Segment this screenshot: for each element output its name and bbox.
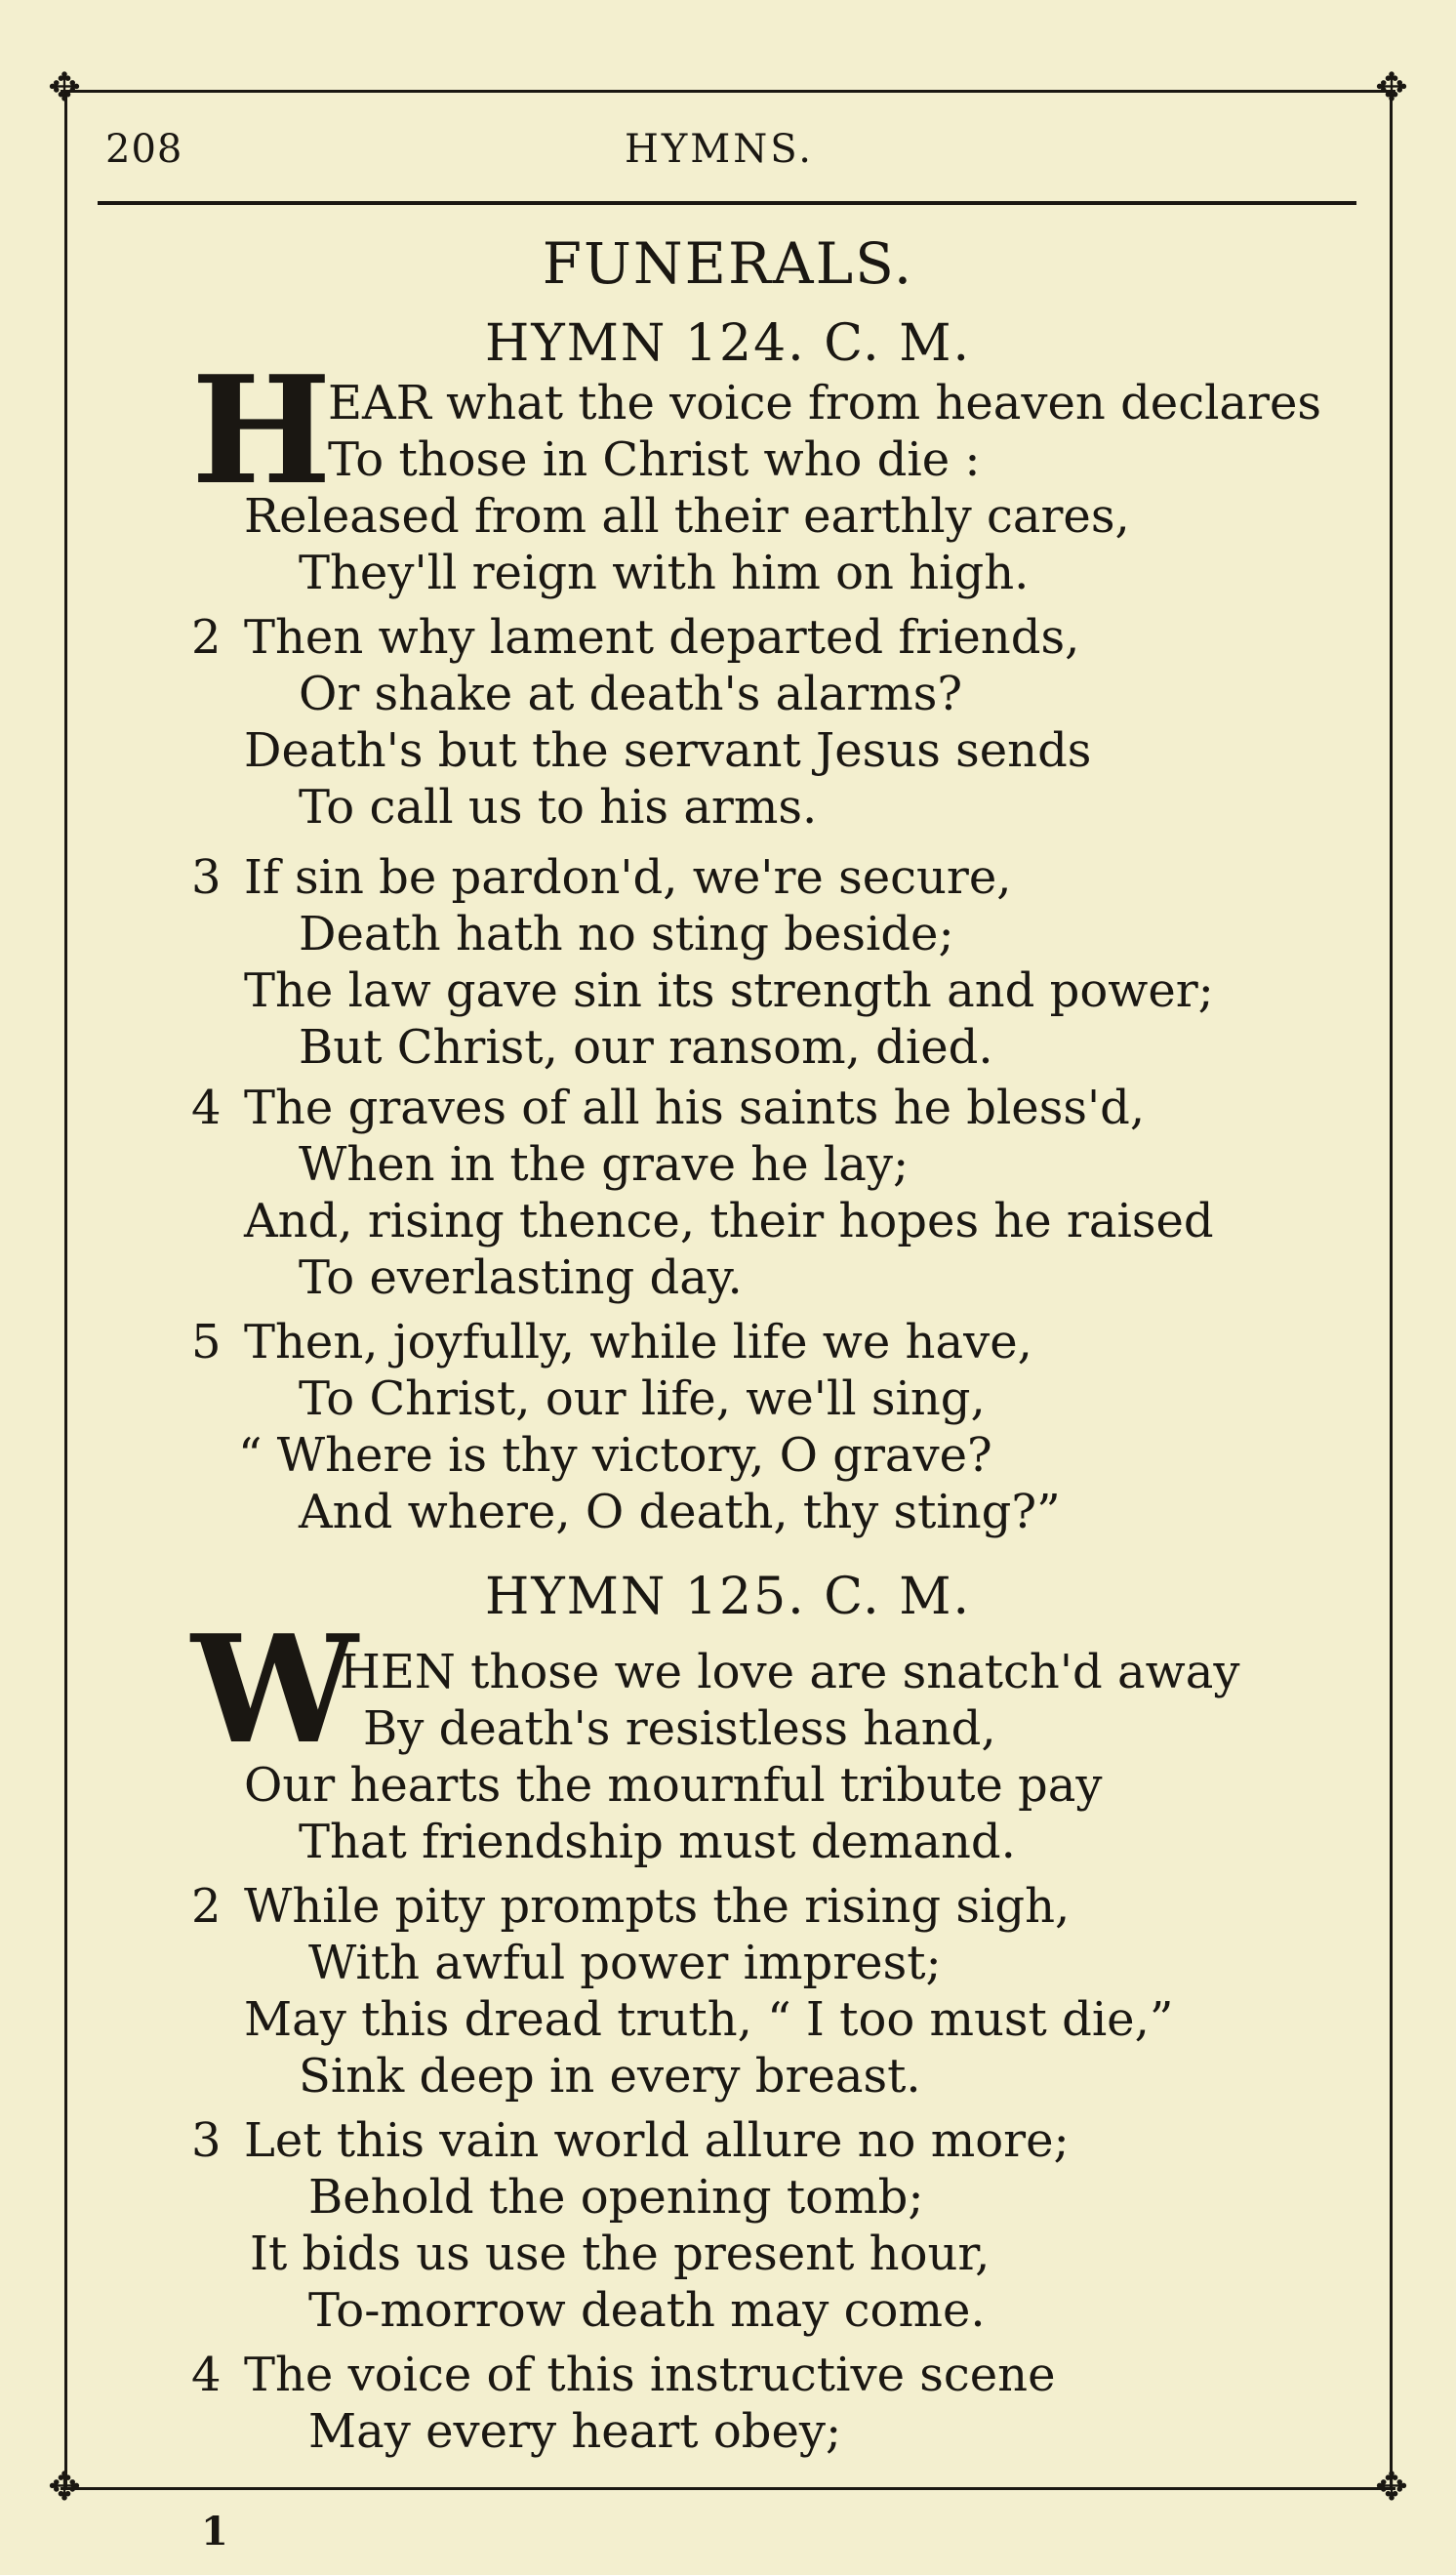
section-title: FUNERALS. [542, 230, 914, 297]
hymn-line: To Christ, our life, we'll sing, [299, 1371, 986, 1426]
verse-number: 5 [191, 1315, 222, 1369]
verse-number: 3 [191, 2113, 222, 2168]
hymn-line: Sink deep in every breast. [299, 2049, 921, 2104]
hymn-line: Released from all their earthly cares, [244, 489, 1130, 544]
hymn-line: To-morrow death may come. [308, 2283, 986, 2338]
hymn-line: By death's resistless hand, [363, 1701, 996, 1756]
hymn-line: That friendship must demand. [299, 1815, 1016, 1869]
corner-ornament-icon: ✥ [1375, 65, 1408, 110]
hymn-line: EAR what the voice from heaven declares [328, 376, 1322, 430]
hymn-line: And where, O death, thy sting?” [299, 1485, 1061, 1539]
hymn-line: The voice of this instructive scene [244, 2348, 1056, 2402]
hymn-line: The graves of all his saints he bless'd, [244, 1081, 1146, 1135]
hymn-line: HEN those we love are snatch'd away [340, 1645, 1240, 1699]
corner-ornament-icon: ✥ [48, 65, 81, 110]
hymn-line: When in the grave he lay; [299, 1137, 910, 1192]
hymn-line: The law gave sin its strength and power; [244, 963, 1214, 1018]
drop-cap: H [191, 343, 332, 517]
hymn-line: And, rising thence, their hopes he raised [244, 1194, 1214, 1248]
verse-number: 2 [191, 610, 222, 665]
hymn-line: Or shake at death's alarms? [299, 667, 963, 721]
hymn-line: Death's but the servant Jesus sends [244, 723, 1092, 778]
head-rule [98, 201, 1356, 205]
frame-top-rule [61, 90, 1395, 93]
frame-bottom-rule [61, 2487, 1395, 2490]
hymn-line: “ Where is thy victory, O grave? [238, 1428, 992, 1483]
hymn-line: Death hath no sting beside; [299, 907, 954, 961]
hymn-line: Behold the opening tomb; [308, 2170, 924, 2225]
drop-cap: W [191, 1602, 358, 1777]
hymn-line: To call us to his arms. [299, 780, 818, 835]
hymn-line: While pity prompts the rising sigh, [244, 1879, 1071, 1934]
hymn-line: Then, joyfully, while life we have, [244, 1315, 1032, 1369]
verse-number: 4 [191, 1081, 222, 1135]
hymn-title: HYMN 124. C. M. [484, 314, 972, 373]
hymn-line: To everlasting day. [299, 1250, 743, 1305]
hymn-line: It bids us use the present hour, [250, 2227, 991, 2281]
hymn-line: But Christ, our ransom, died. [299, 1020, 993, 1075]
verse-number: 4 [191, 2348, 222, 2402]
hymn-line: Then why lament departed friends, [244, 610, 1080, 665]
hymn-line: Our hearts the mournful tribute pay [244, 1758, 1103, 1813]
corner-ornament-icon: ✥ [1375, 2465, 1408, 2510]
hymn-line: They'll reign with him on high. [299, 546, 1030, 600]
hymn-line: May this dread truth, “ I too must die,” [244, 1992, 1174, 2047]
hymn-line: Let this vain world allure no more; [244, 2113, 1070, 2168]
hymn-line: To those in Christ who die : [328, 432, 981, 487]
running-head [98, 127, 1366, 176]
corner-ornament-icon: ✥ [48, 2465, 81, 2510]
verse-number: 3 [191, 850, 222, 905]
frame-left-rule [64, 90, 67, 2487]
signature-mark: 1 [201, 2509, 228, 2555]
hymn-line: With awful power imprest; [308, 1936, 942, 1990]
running-head-title: HYMNS. [625, 127, 814, 172]
hymn-line: If sin be pardon'd, we're secure, [244, 850, 1012, 905]
hymn-line: May every heart obey; [308, 2404, 842, 2459]
page-number: 208 [105, 127, 183, 172]
verse-number: 2 [191, 1879, 222, 1934]
frame-right-rule [1390, 90, 1393, 2487]
hymn-title: HYMN 125. C. M. [484, 1568, 972, 1626]
